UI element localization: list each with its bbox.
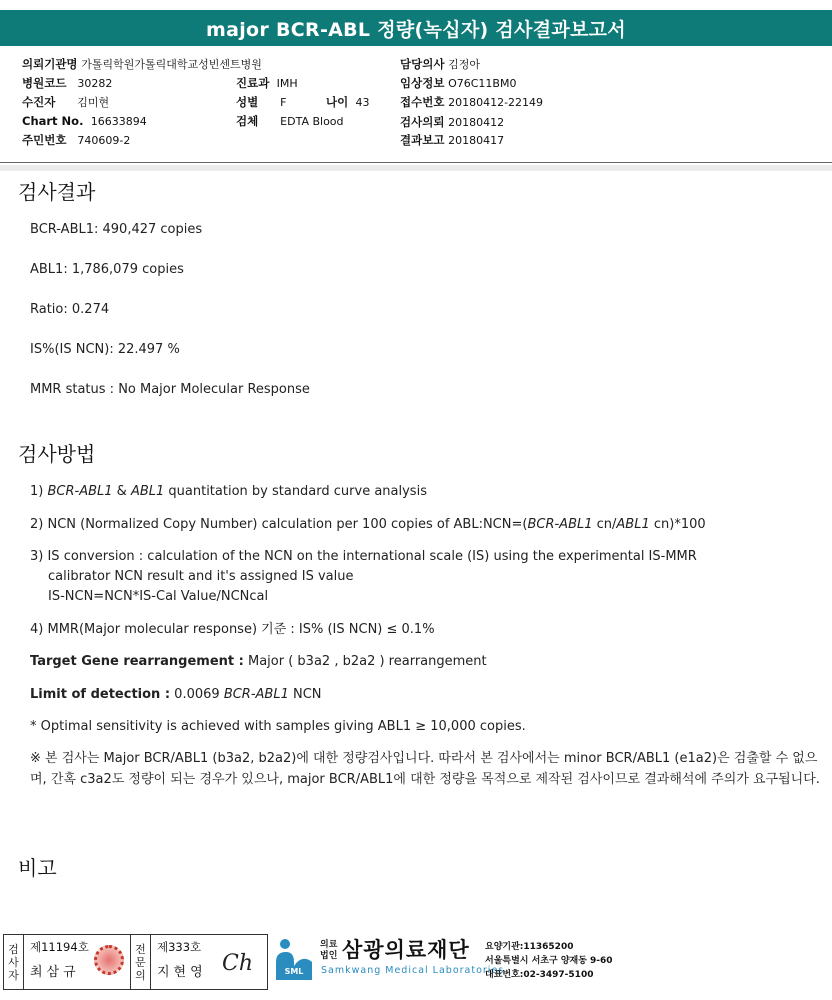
logo-text: SML [284,967,304,976]
receipt-label: 접수번호 [400,95,445,109]
specimen-label: 검체 [236,114,259,128]
lod-unit: NCN [288,687,322,702]
specialist-label-char: 의 [135,968,146,982]
method-3-line1: 3) IS conversion : calculation of the NCN on the international scale (IS) using the experimental IS-MMR [30,549,697,564]
report-value: 20180417 [448,134,505,147]
lod-label: Limit of detection : [30,687,171,702]
receipt-value: 20180412-22149 [448,96,544,109]
specialist-label [131,935,151,989]
specialist-label-char: 전 [135,942,146,956]
age-label: 나이 [326,95,349,109]
org-english-name: Samkwang Medical Laboratories [321,965,505,976]
lod-gene: BCR-ABL1 [223,687,289,702]
method-notice: ※ 본 검사는 Major BCR/ABL1 (b3a2, b2a2)에 대한 정량검사입니다. 따라서 본 검사에서는 minor BCR/ABL1 (e1a2)은 검출할 수 없으며, 간혹 c3a2도 정량이 되는 경우가 있으나, major BCR/ABL1에 대한 정량을 목적으로 제작된 검사이므로 결과해석에 주의가 요구됩니다. [30,751,820,787]
examiner-license: 제11194호 [30,940,89,954]
examiner-name: 최삼규 [30,965,80,980]
specimen-value: EDTA Blood [280,115,344,128]
hospital-code-label: 병원코드 [22,76,67,90]
method-item-3 [30,547,820,607]
result-ratio: Ratio: 0.274 [30,302,110,317]
org-phone: 대표번호:02-3497-5100 [485,970,594,980]
chart-label: Chart No. [22,114,84,128]
org-type [320,940,337,962]
institution-label: 의뢰기관명 [22,57,78,71]
target-gene-line [30,652,820,672]
specialist-cell [151,935,259,989]
id-label: 주민번호 [22,133,67,147]
org-code: 요양기관:11365200 [485,942,574,952]
result-mmr-status: MMR status : No Major Molecular Response [30,382,310,397]
dept-value: IMH [276,77,298,90]
results-heading: 검사결과 [18,180,96,204]
limit-detection-line [30,685,820,705]
result-is-percent: IS%(IS NCN): 22.497 % [30,342,180,357]
method-1-gene-bcr: BCR-ABL1 [47,484,113,499]
hospital-code-value: 30282 [77,77,113,90]
method-2-prefix: 2) NCN (Normalized Copy Number) calculation per 100 copies of ABL:NCN=( [30,517,528,532]
patient-label: 수진자 [22,95,56,109]
seal-stamp-icon [94,945,124,975]
method-heading: 검사방법 [18,442,96,466]
org-address: 서울특별시 서초구 양재동 9-60 [485,956,613,966]
examiner-label-char: 자 [8,968,19,982]
examiner-label-char: 사 [8,955,19,969]
method-3-line2: calibrator NCN result and it's assigned IS value [48,569,354,584]
header-shade [0,165,832,171]
method-item-4: 4) MMR(Major molecular response) 기준 : IS% (IS NCN) ≤ 0.1% [30,622,435,637]
sex-value: F [280,96,287,109]
method-1-rest: quantitation by standard curve analysis [164,484,427,499]
method-1-prefix: 1) [30,484,48,499]
org-type-line1: 의료 [320,940,338,950]
method-1-gene-abl: ABL1 [130,484,165,499]
chart-value: 16633894 [90,115,147,128]
signature-box [3,934,268,990]
examiner-cell [24,935,131,989]
clinical-value: O76C11BM0 [448,77,517,90]
examiner-label-char: 검 [8,942,19,956]
specialist-name: 지현영 [157,965,207,980]
org-name: 삼광의료재단 [342,938,470,962]
report-title: major BCR-ABL 정량(녹십자) 검사결과보고서 [0,10,832,46]
method-item-2 [30,515,820,535]
sensitivity-note: * Optimal sensitivity is achieved with samples giving ABL1 ≥ 10,000 copies. [30,719,526,734]
id-value: 740609-2 [77,134,131,147]
org-contact [485,940,613,982]
method-item-1 [30,482,820,502]
clinical-label: 임상정보 [400,76,445,90]
request-label: 검사의뢰 [400,115,445,129]
method-3-formula: IS-NCN=NCN*IS-Cal Value/NCNcal [48,589,269,604]
target-gene-label: Target Gene rearrangement : [30,654,244,669]
target-gene-value: Major ( b3a2 , b2a2 ) rearrangement [243,654,487,669]
request-value: 20180412 [448,116,505,129]
age-value: 43 [355,96,370,109]
sml-logo-icon [272,936,316,980]
header-divider [0,162,832,163]
report-label: 결과보고 [400,133,445,147]
method-2-suffix: cn)*100 [649,517,706,532]
method-2-mid: cn/ [592,517,617,532]
specialist-license: 제333호 [157,940,202,954]
patient-value: 김미현 [77,96,110,109]
examiner-label [4,935,24,989]
specialist-label-char: 문 [135,955,146,969]
doctor-label: 담당의사 [400,57,445,71]
result-bcr-abl1: BCR-ABL1: 490,427 copies [30,222,203,237]
signature-mark: Ch [221,951,253,976]
doctor-value: 김정아 [448,58,480,71]
method-1-amp: & [112,484,131,499]
lod-value: 0.0069 [170,687,224,702]
method-2-gene-abl: ABL1 [616,517,650,532]
dept-label: 진료과 [236,76,270,90]
method-2-gene-bcr: BCR-ABL1 [527,517,593,532]
org-type-line2: 법인 [320,951,338,961]
result-abl1: ABL1: 1,786,079 copies [30,262,184,277]
sex-label: 성별 [236,95,259,109]
remarks-heading: 비고 [18,856,57,880]
institution-value: 가톨릭학원가톨릭대학교성빈센트병원 [81,58,262,71]
